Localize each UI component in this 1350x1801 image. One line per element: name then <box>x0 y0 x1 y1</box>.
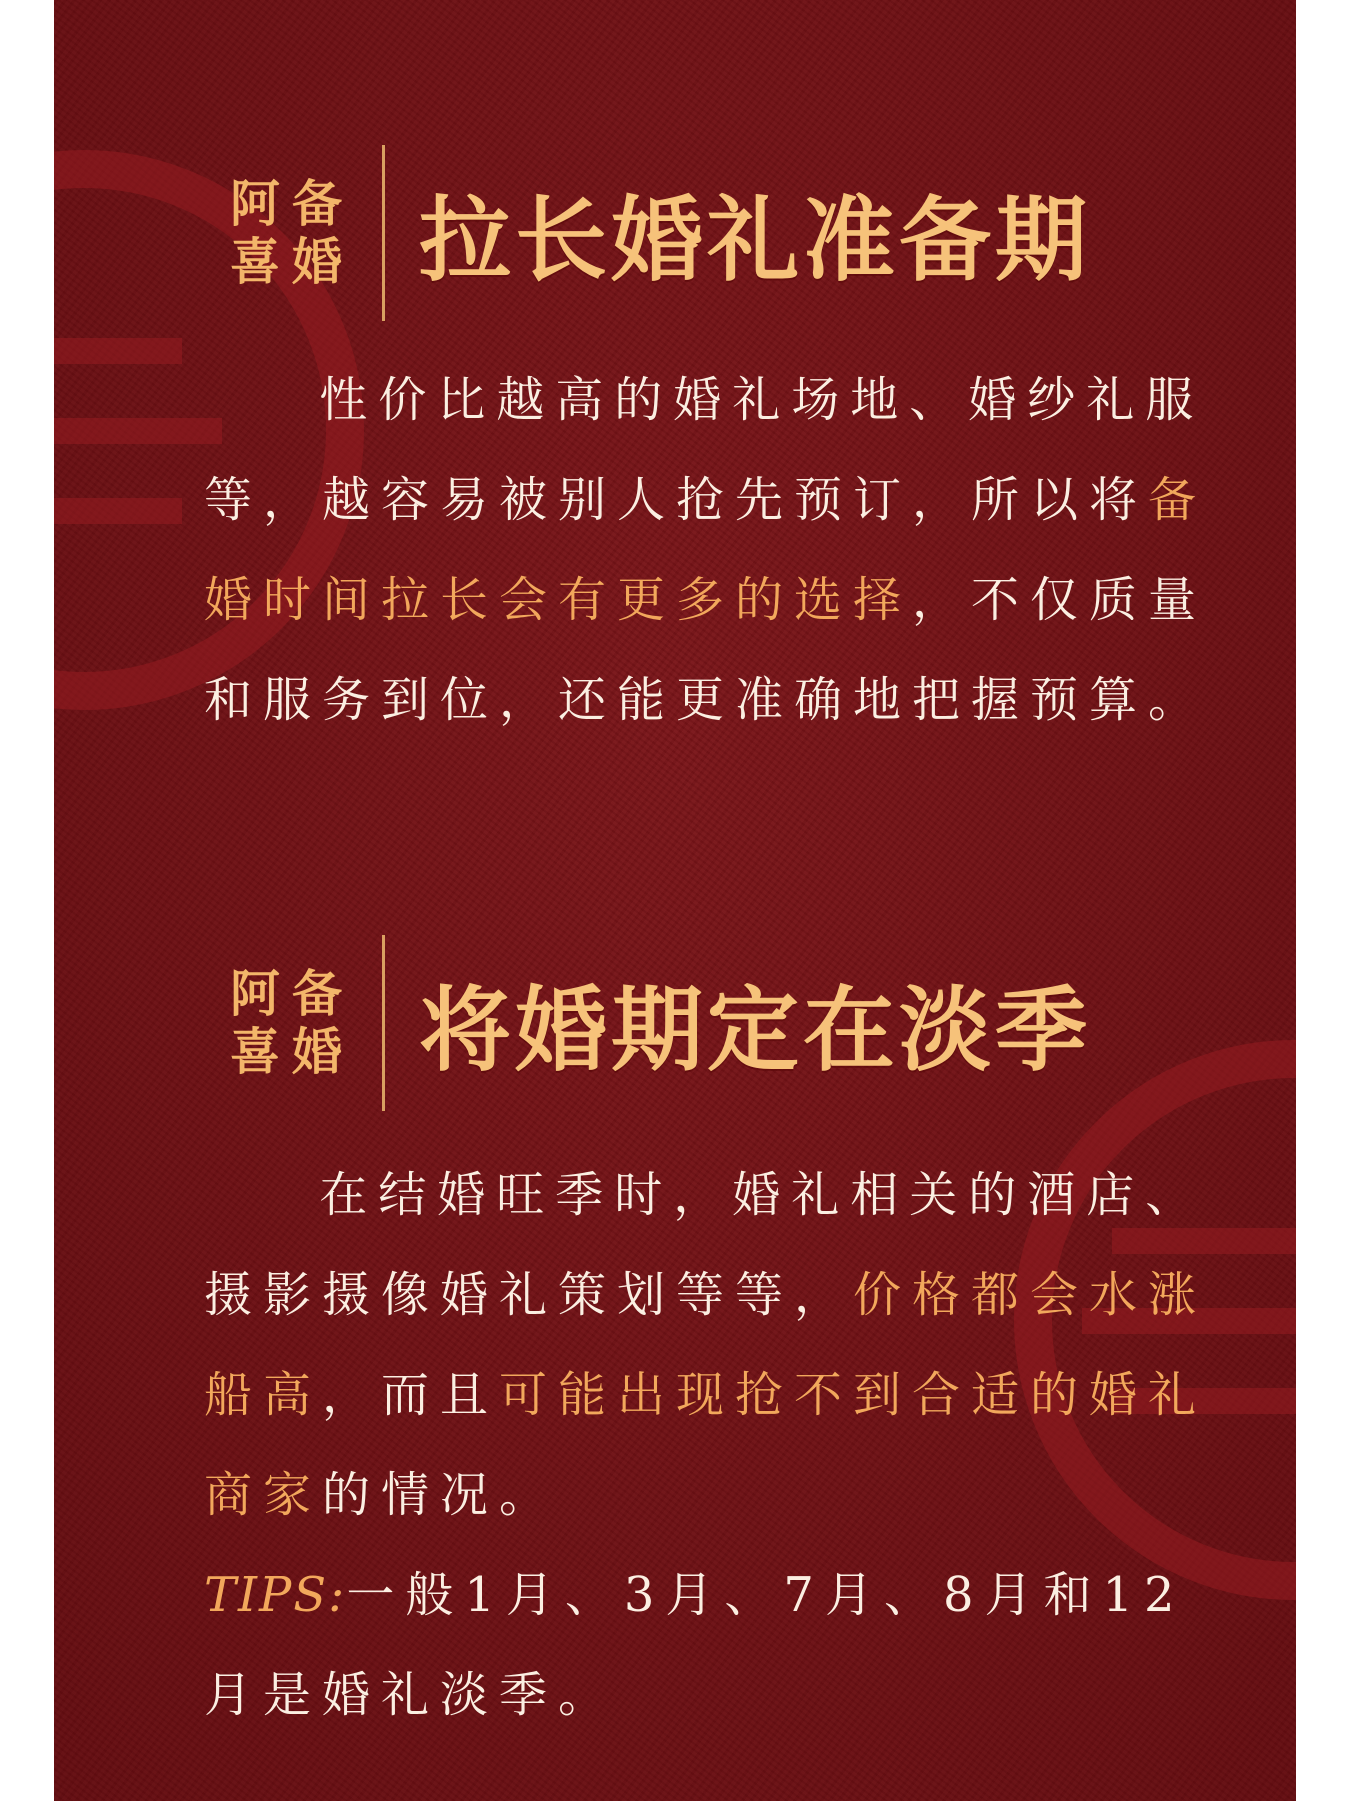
brand-char: 喜 <box>230 233 280 291</box>
section-1-title: 拉长婚礼准备期 <box>419 187 1092 294</box>
brand-char: 婚 <box>292 233 342 291</box>
section-1-heading <box>224 145 1091 321</box>
section-1-text-2: ，不仅质量和服务到位，还能更准确地把握预算。 <box>204 572 1208 728</box>
section-2-title: 将婚期定在淡季 <box>419 977 1092 1084</box>
section-2-body <box>204 1145 1214 1745</box>
brand-char: 备 <box>292 175 342 233</box>
section-2-brand-mark <box>224 965 348 1081</box>
section-2-heading <box>224 935 1091 1111</box>
section-1-divider <box>382 145 385 321</box>
section-1-body <box>204 350 1214 750</box>
section-1-text-1: 性价比越高的婚礼场地、婚纱礼服等，越容易被别人抢先预订，所以将 <box>204 372 1205 528</box>
poster-background <box>54 0 1296 1801</box>
section-2-text-2: ，而且 <box>322 1367 500 1423</box>
section-2-paragraph <box>204 1145 1214 1545</box>
section-2-text-3: 的情况。 <box>322 1467 559 1523</box>
section-2-highlight-1: 价格都会水涨船高 <box>204 1267 1208 1423</box>
brand-char: 婚 <box>292 1023 342 1081</box>
brand-char: 阿 <box>230 965 280 1023</box>
section-1-brand-mark <box>224 175 348 291</box>
tips-note <box>204 1545 1214 1745</box>
section-2-text-1: 在结婚旺季时，婚礼相关的酒店、摄影摄像婚礼策划等等， <box>204 1167 1205 1323</box>
brand-char: 备 <box>292 965 342 1023</box>
section-1-highlight-1: 备婚时间拉长会有更多的选择 <box>204 472 1208 628</box>
tips-text: 一般1月、3月、7月、8月和12月是婚礼淡季。 <box>204 1567 1186 1723</box>
tips-label: TIPS: <box>204 1567 347 1623</box>
brand-char: 喜 <box>230 1023 280 1081</box>
brand-char: 阿 <box>230 175 280 233</box>
section-1-paragraph <box>204 350 1214 750</box>
section-2-highlight-2: 可能出现抢不到合适的婚礼商家 <box>204 1367 1208 1523</box>
section-2-divider <box>382 935 385 1111</box>
